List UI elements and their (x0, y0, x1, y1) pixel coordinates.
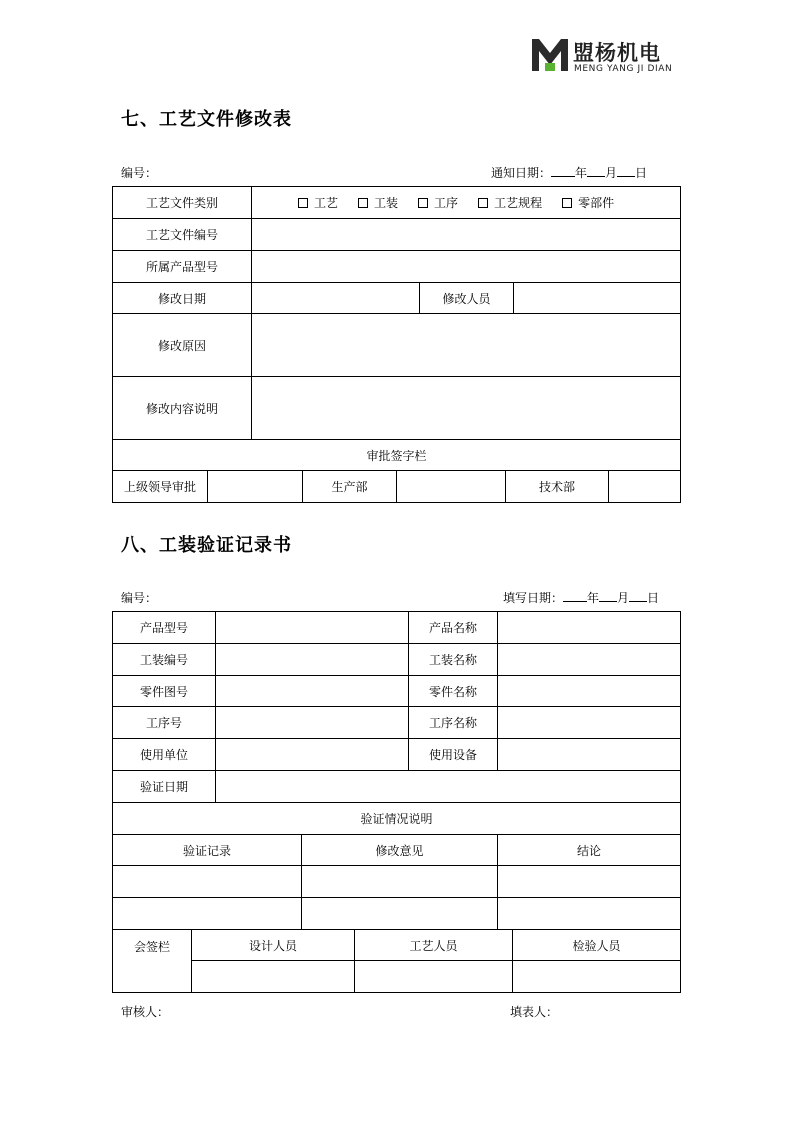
process-name-label: 工序名称 (409, 707, 498, 739)
product-name-field[interactable] (498, 612, 681, 644)
table-row (113, 644, 681, 676)
option-tooling[interactable] (358, 194, 398, 211)
leader-label: 上级领导审批 (113, 471, 208, 503)
tech-label: 技术部 (506, 471, 609, 503)
section8-number-label: 编号： (121, 591, 158, 605)
inspector-sign-cell[interactable] (513, 961, 681, 993)
section7-notice-date (491, 164, 647, 181)
day-blank (629, 589, 647, 602)
day-label: 日 (635, 166, 648, 180)
table-row (113, 771, 681, 803)
tool-name-label: 工装名称 (409, 644, 498, 676)
fill-date-label: 填写日期： (503, 591, 564, 605)
modify-opinion-header: 修改意见 (302, 835, 498, 866)
table-row (113, 835, 681, 866)
table-row (113, 283, 681, 314)
checkbox[interactable] (358, 198, 368, 208)
option-label: 工艺规程 (494, 196, 543, 210)
year-blank (551, 164, 575, 177)
approval-title: 审批签字栏 (113, 440, 681, 471)
process-number-field[interactable] (216, 707, 409, 739)
checkbox[interactable] (298, 198, 308, 208)
product-model-field[interactable] (216, 612, 409, 644)
month-blank (587, 164, 605, 177)
table-row (113, 930, 681, 961)
equipment-label: 使用设备 (409, 739, 498, 771)
user-unit-label: 使用单位 (113, 739, 216, 771)
process-staff-header: 工艺人员 (355, 930, 513, 961)
table-row (113, 676, 681, 707)
product-name-label: 产品名称 (409, 612, 498, 644)
table-row (113, 471, 681, 503)
table-row (113, 803, 681, 835)
m-logo-icon (532, 37, 568, 73)
tool-name-field[interactable] (498, 644, 681, 676)
tooling-verification-table (112, 611, 681, 993)
table-row (113, 961, 681, 993)
modify-opinion-cell[interactable] (302, 866, 498, 898)
table-row (113, 898, 681, 930)
countersign-label: 会签栏 (113, 930, 192, 993)
inspector-header: 检验人员 (513, 930, 681, 961)
content-label: 修改内容说明 (113, 377, 252, 440)
section7-heading: 七、工艺文件修改表 (121, 109, 292, 130)
table-row (113, 377, 681, 440)
notice-date-label: 通知日期： (491, 166, 552, 180)
tech-field[interactable] (609, 471, 681, 503)
checkbox[interactable] (562, 198, 572, 208)
tool-number-field[interactable] (216, 644, 409, 676)
year-label: 年 (575, 166, 588, 180)
user-unit-field[interactable] (216, 739, 409, 771)
month-blank (599, 589, 617, 602)
part-name-label: 零件名称 (409, 676, 498, 707)
checkbox[interactable] (478, 198, 488, 208)
verify-date-field[interactable] (216, 771, 681, 803)
year-label: 年 (587, 591, 600, 605)
process-doc-modification-table (112, 186, 681, 503)
section8-fill-date (503, 589, 659, 606)
year-blank (563, 589, 587, 602)
category-label: 工艺文件类别 (113, 187, 252, 219)
reason-field[interactable] (252, 314, 681, 377)
category-options (252, 187, 681, 219)
day-blank (617, 164, 635, 177)
filler-label: 填表人： (510, 1005, 559, 1019)
day-label: 日 (647, 591, 660, 605)
option-label: 工艺 (314, 196, 339, 210)
option-parts[interactable] (562, 194, 614, 211)
reason-label: 修改原因 (113, 314, 252, 377)
modifier-label: 修改人员 (420, 283, 514, 314)
verify-record-cell[interactable] (113, 866, 302, 898)
table-row (113, 251, 681, 283)
tool-number-label: 工装编号 (113, 644, 216, 676)
part-drawing-field[interactable] (216, 676, 409, 707)
option-label: 工序 (434, 196, 459, 210)
verify-record-header: 验证记录 (113, 835, 302, 866)
table-row (113, 440, 681, 471)
checkbox[interactable] (418, 198, 428, 208)
table-row (113, 219, 681, 251)
designer-header: 设计人员 (192, 930, 355, 961)
leader-field[interactable] (208, 471, 303, 503)
doc-number-field[interactable] (252, 219, 681, 251)
product-model-label: 产品型号 (113, 612, 216, 644)
table-row (113, 707, 681, 739)
option-procedure[interactable] (478, 194, 542, 211)
modify-opinion-cell[interactable] (302, 898, 498, 930)
section8-heading: 八、工装验证记录书 (121, 535, 292, 556)
content-field[interactable] (252, 377, 681, 440)
product-model-field[interactable] (252, 251, 681, 283)
process-name-field[interactable] (498, 707, 681, 739)
equipment-field[interactable] (498, 739, 681, 771)
month-label: 月 (617, 591, 630, 605)
production-label: 生产部 (303, 471, 397, 503)
month-label: 月 (605, 166, 618, 180)
part-name-field[interactable] (498, 676, 681, 707)
product-model-label: 所属产品型号 (113, 251, 252, 283)
production-field[interactable] (397, 471, 506, 503)
logo-name-en: MENG YANG JI DIAN (574, 64, 673, 74)
option-label: 零部件 (578, 196, 615, 210)
process-number-label: 工序号 (113, 707, 216, 739)
logo-name-cn: 盟杨机电 (573, 41, 661, 65)
verify-record-cell[interactable] (113, 898, 302, 930)
table-row (113, 739, 681, 771)
part-drawing-label: 零件图号 (113, 676, 216, 707)
process-staff-sign-cell[interactable] (355, 961, 513, 993)
option-label: 工装 (374, 196, 399, 210)
table-row (113, 187, 681, 219)
table-row (113, 314, 681, 377)
designer-sign-cell[interactable] (192, 961, 355, 993)
modify-date-label: 修改日期 (113, 283, 252, 314)
conclusion-cell[interactable] (498, 898, 681, 930)
table-row (113, 612, 681, 644)
option-process[interactable] (298, 194, 338, 211)
option-step[interactable] (418, 194, 458, 211)
modifier-field[interactable] (514, 283, 681, 314)
conclusion-cell[interactable] (498, 866, 681, 898)
table-row (113, 866, 681, 898)
modify-date-field[interactable] (252, 283, 420, 314)
verify-date-label: 验证日期 (113, 771, 216, 803)
verify-desc-title: 验证情况说明 (113, 803, 681, 835)
reviewer-label: 审核人： (121, 1005, 170, 1019)
conclusion-header: 结论 (498, 835, 681, 866)
section7-number-label: 编号： (121, 166, 158, 180)
company-logo (532, 37, 672, 77)
doc-number-label: 工艺文件编号 (113, 219, 252, 251)
